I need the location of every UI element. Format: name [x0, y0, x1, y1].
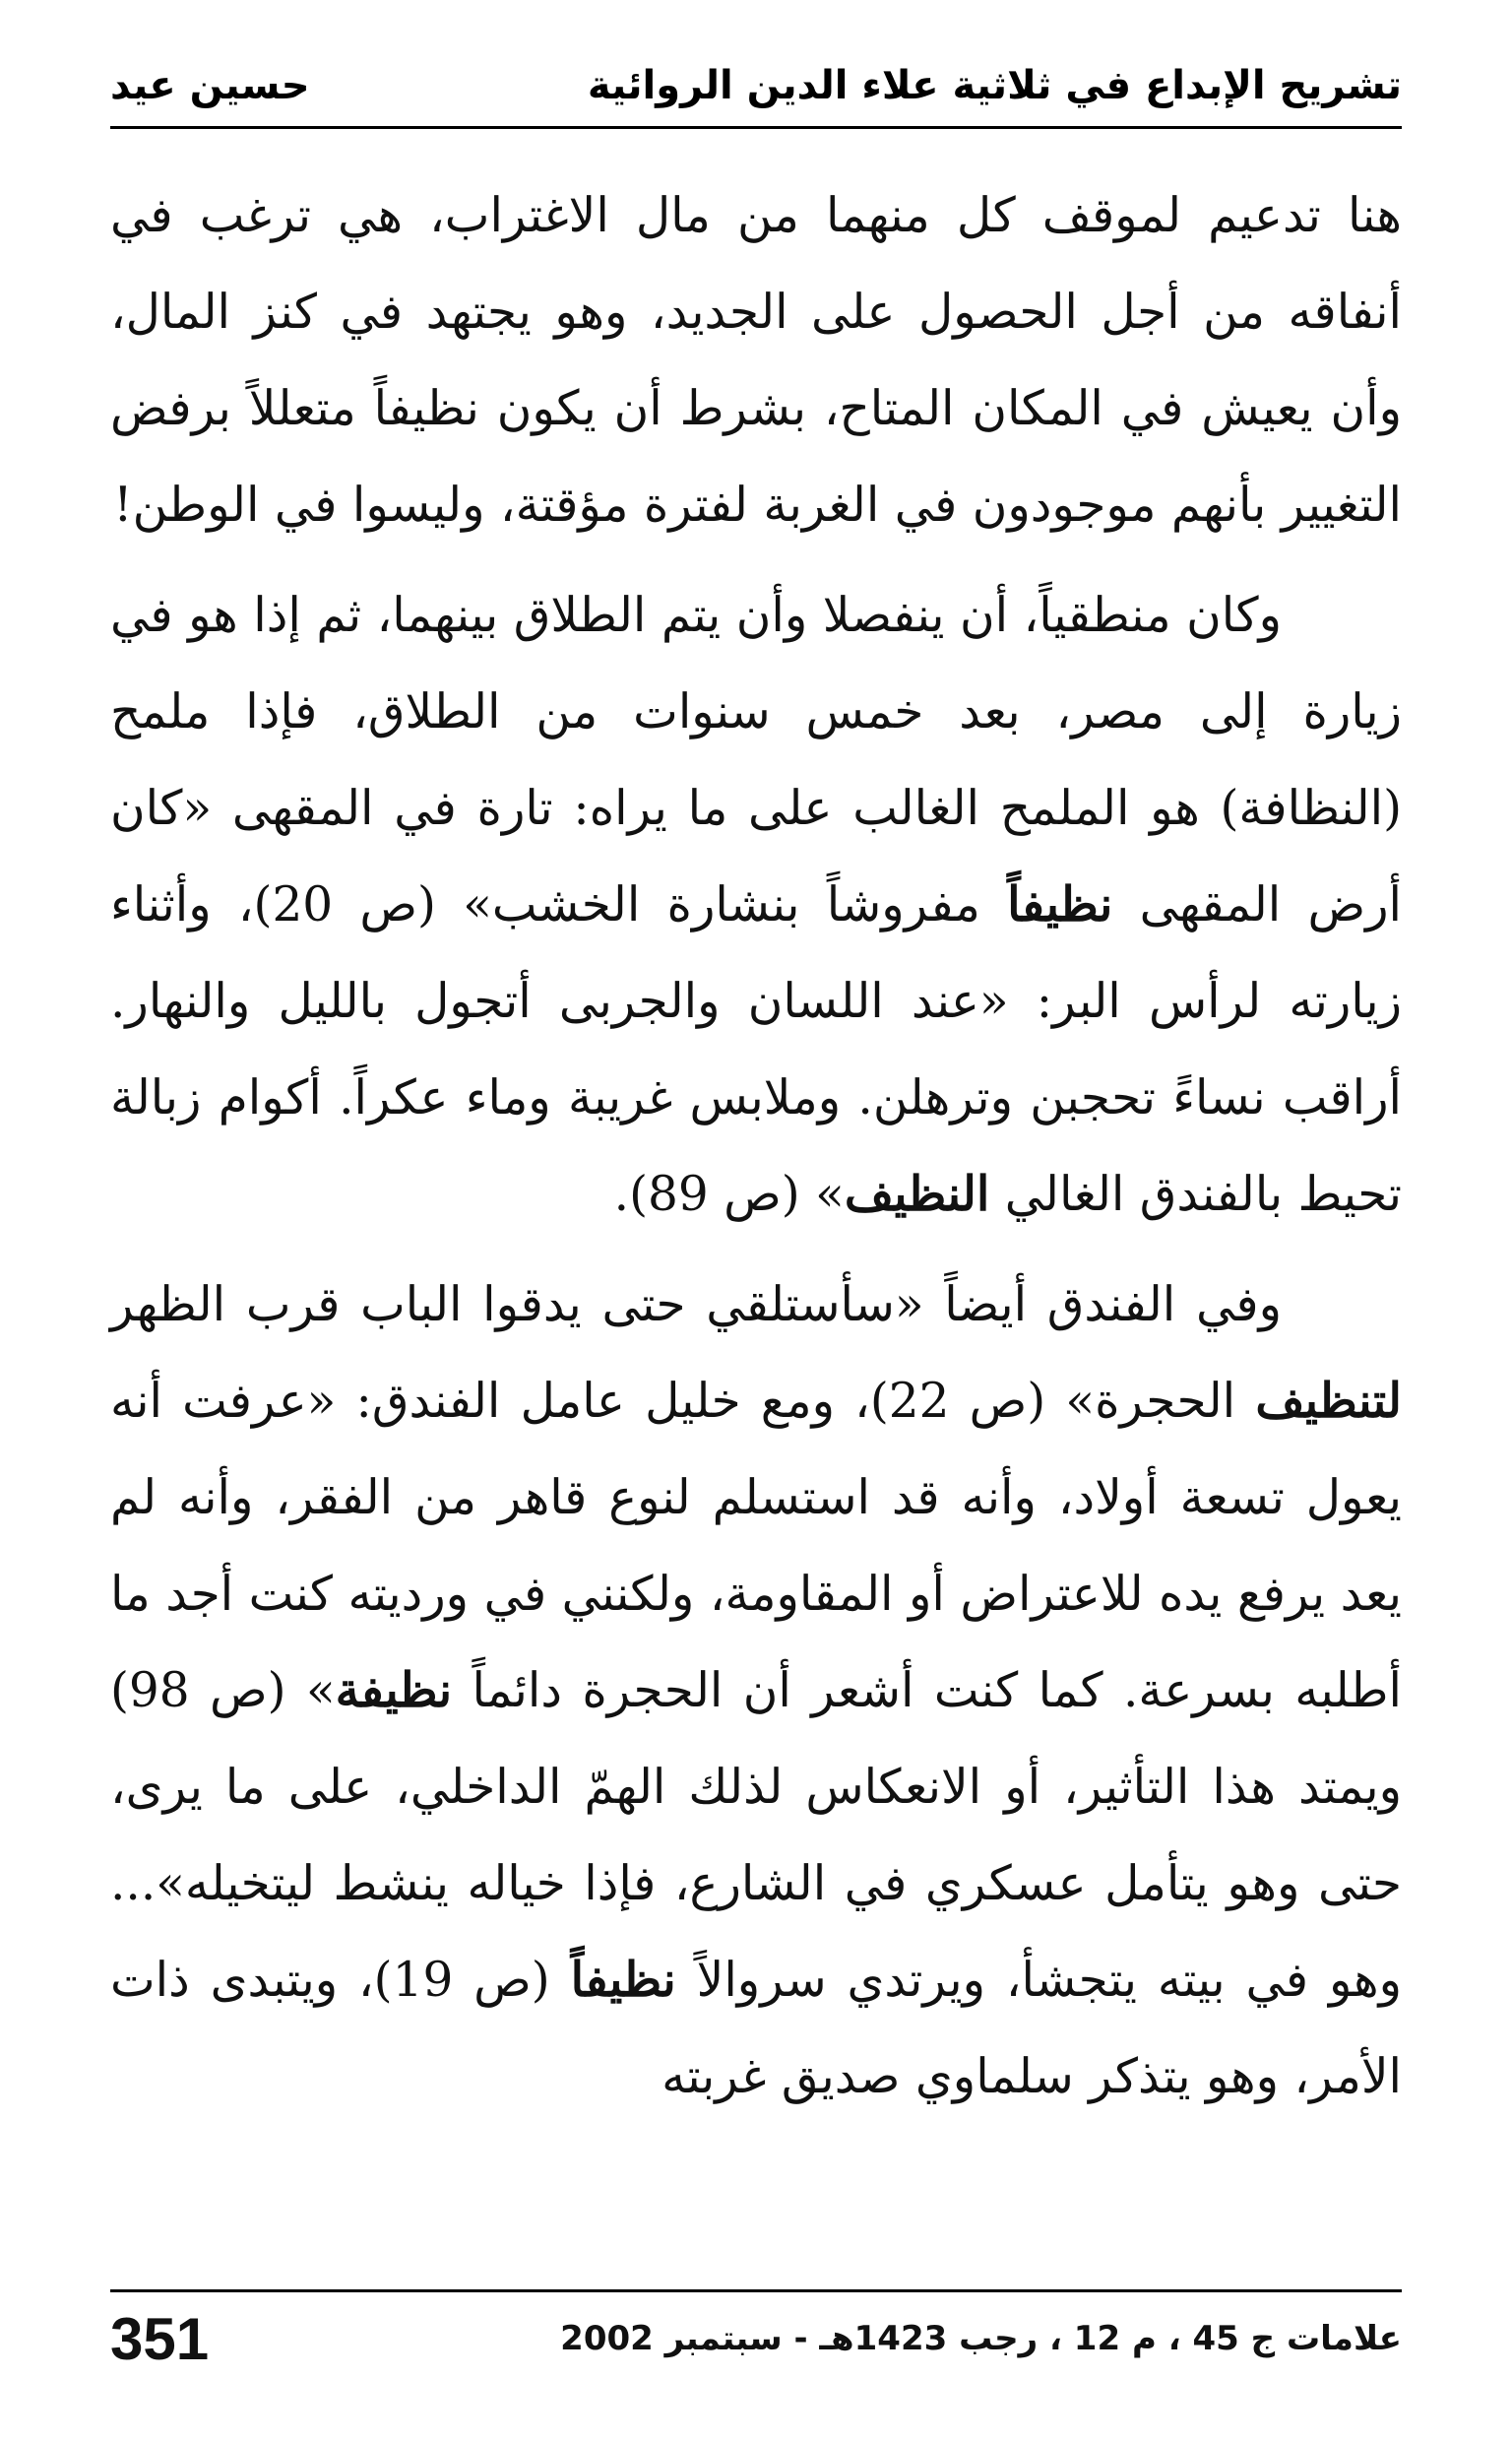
running-header: [110, 51, 1402, 120]
journal-info: علامات ج 45 ، م 12 ، رجب 1423هـ - سبتمبر 2002: [560, 2319, 1402, 2358]
emphasized-word: نظيفاً: [570, 1952, 676, 2008]
paragraph-text: وكان منطقياً، أن ينفصلا وأن يتم الطلاق بينهما، ثم إذا هو في زيارة إلى مصر، بعد خمس سنوات من الطلاق، فإذا ملمح (النظافة) هو الملمح الغالب على ما يراه: تارة في المقهى «كان أرض المقهى: [110, 588, 1402, 932]
body-text: [110, 167, 1402, 2139]
emphasized-word: نظيفاً: [1007, 876, 1113, 932]
running-title: تشريح الإبداع في ثلاثية علاء الدين الروائية: [587, 63, 1402, 108]
paragraph: [110, 1256, 1402, 2125]
footer-divider: [110, 2289, 1402, 2292]
paragraph-text: الحجرة» (ص 22)، ومع خليل عامل الفندق: «عرفت أنه يعول تسعة أولاد، وأنه قد استسلم لنوع قاهر من الفقر، وأنه لم يعد يرفع يده للاعتراض أو المقاومة، ولكنني في ورديته كنت أجد ما أطلبه بسرعة. كما كنت أشعر أن الحجرة دائماً: [110, 1374, 1402, 1718]
paragraph-text: مفروشاً بنشارة الخشب» (ص 20)، وأثناء زيارته لرأس البر: «عند اللسان والجربى أتجول بالليل والنهار. أراقب نساءً تحجبن وترهلن. وملابس غريبة وماء عكراً. أكوام زبالة تحيط بالفندق الغالي: [110, 877, 1402, 1222]
running-author: حسين عيد: [110, 63, 310, 108]
page-number: 351: [110, 2305, 210, 2372]
emphasized-word: نظيفة: [335, 1662, 453, 1718]
paragraph: [110, 167, 1402, 553]
paragraph-text: هنا تدعيم لموقف كل منهما من مال الاغتراب، هي ترغب في أنفاقه من أجل الحصول على الجديد، وهو يجتهد في كنز المال، وأن يعيش في المكان المتاح، بشرط أن يكون نظيفاً متعللاً برفض التغيير بأنهم موجودون في الغربة لفترة مؤقتة، وليسوا في الوطن!: [110, 188, 1402, 533]
paragraph-text: » (ص 98) ويمتد هذا التأثير، أو الانعكاس لذلك الهمّ الداخلي، على ما يرى، حتى وهو يتأمل عسكري في الشارع، فإذا خياله ينشط ليتخيله»... وهو في بيته يتجشأ، ويرتدي سروالاً: [110, 1663, 1402, 2008]
paragraph-text: » (ص 89).: [613, 1167, 845, 1222]
paragraph-text: وفي الفندق أيضاً «سأستلقي حتى يدقوا الباب قرب الظهر: [110, 1277, 1282, 1332]
header-divider: [110, 126, 1402, 129]
paragraph-text: (ص 19)، ويتبدى ذات الأمر، وهو يتذكر سلماوي صديق غربته: [110, 1953, 1402, 2104]
emphasized-word: النظيف: [844, 1166, 990, 1222]
page-footer: [110, 2294, 1402, 2383]
paragraph: [110, 567, 1402, 1243]
emphasized-word: لتنظيف: [1255, 1373, 1402, 1429]
